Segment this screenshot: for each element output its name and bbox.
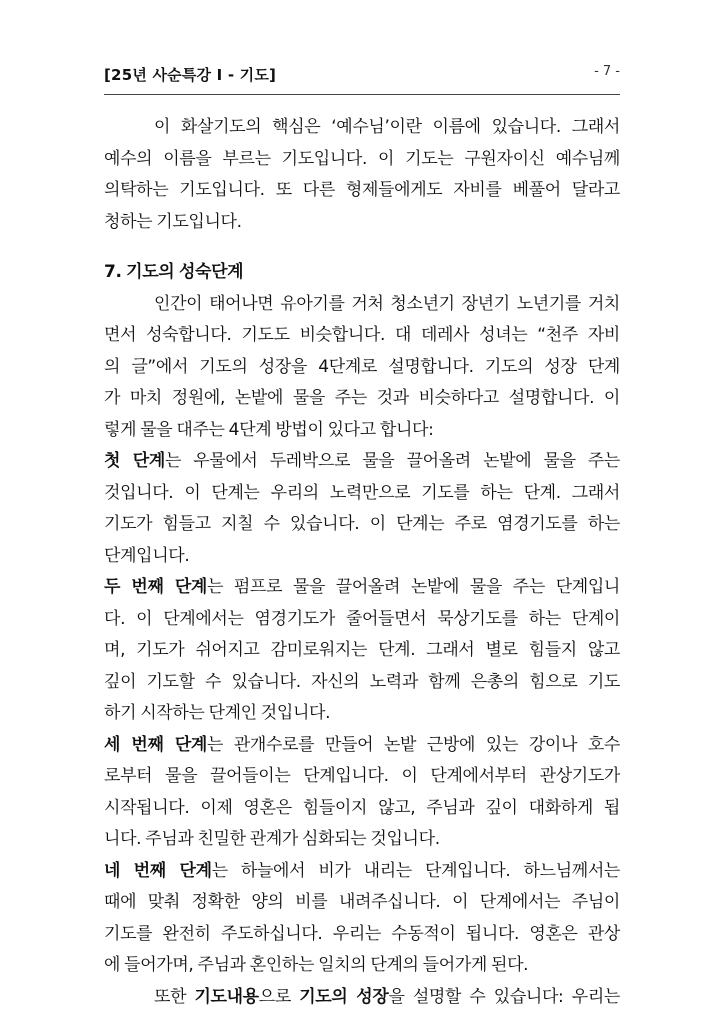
text-line: 면서 성숙합니다. 기도도 비슷합니다. 대 데레사 성녀는 “천주 자비 xyxy=(104,325,620,345)
text-line: 로부터 물을 끌어들이는 단계입니다. 이 단계에서부터 관상기도가 xyxy=(104,766,620,786)
text-line: 시작됩니다. 이제 영혼은 힘들이지 않고, 주님과 깊이 대화하게 됩 xyxy=(104,797,620,818)
stage-label: 첫 단계 xyxy=(104,451,165,471)
text-line: 가 마치 정원에, 논밭에 물을 주는 것과 비슷하다고 설명합니다. 이 xyxy=(104,388,620,408)
text-line: 예수의 이름을 부르는 기도입니다. 이 기도는 구원자이신 예수님께 xyxy=(104,148,620,169)
text-line: 의 글”에서 기도의 성장을 4단계로 설명합니다. 기도의 성장 단계 xyxy=(104,356,620,377)
text-line: 며, 기도가 쉬어지고 감미로워지는 단계. 그래서 별로 힘들지 않고 xyxy=(104,640,620,660)
section-heading: 7. 기도의 성숙단계 xyxy=(104,262,244,282)
emphasis-text: 기도내용 xyxy=(194,986,259,1007)
text-line xyxy=(104,446,620,478)
text-span: 는 관개수로를 만들어 논밭 근방에 있는 강이나 호수 xyxy=(206,734,620,755)
paragraph-stage-1 xyxy=(104,446,620,572)
stage-label: 세 번째 단계 xyxy=(104,734,207,755)
page-number: - 7 - xyxy=(594,64,620,79)
text-span: 는 우물에서 두레박으로 물을 끌어올려 논밭에 물을 주는 xyxy=(164,451,620,471)
stage-label: 네 번째 단계 xyxy=(104,860,212,881)
text-line xyxy=(104,572,620,604)
paragraph-stage-3 xyxy=(104,730,620,856)
text-span: 는 펌프로 물을 끌어올려 논밭에 물을 주는 단계입니 xyxy=(206,577,620,597)
header-title: [25년 사순특강 Ⅰ - 기도] xyxy=(104,66,277,84)
paragraph-closing xyxy=(104,982,620,1014)
text-line: 단계입니다. xyxy=(104,545,190,566)
text-span: 또한 xyxy=(154,986,195,1007)
paragraph-intro xyxy=(104,289,620,447)
stage-label: 두 번째 단계 xyxy=(104,577,207,597)
text-span: 는 하늘에서 비가 내리는 단계입니다. 하느님께서는 xyxy=(211,860,620,881)
text-line: 하기 시작하는 단계인 것입니다. xyxy=(104,703,331,723)
paragraph-gap xyxy=(104,238,620,257)
text-line: 때에 맞춰 정확한 양의 비를 내려주십니다. 이 단계에서는 주님이 xyxy=(104,892,620,912)
paragraph-stage-4 xyxy=(104,856,620,982)
text-line: 의탁하는 기도입니다. 또 다른 형제들에게도 자비를 베풀어 달라고 xyxy=(104,180,620,200)
text-line xyxy=(104,856,620,888)
page-header xyxy=(104,64,620,88)
text-line: 다. 이 단계에서는 염경기도가 줄어들면서 묵상기도를 하는 단계이 xyxy=(104,608,620,629)
text-span: 을 설명할 수 있습니다: 우리는 xyxy=(388,986,620,1007)
document-body xyxy=(104,112,620,1013)
text-line xyxy=(104,730,620,762)
header-divider xyxy=(104,94,620,95)
text-line xyxy=(104,982,620,1014)
text-line: 기도가 힘들고 지칠 수 있습니다. 이 단계는 주로 염경기도를 하는 xyxy=(104,514,620,534)
text-line: 니다. 주님과 친밀한 관계가 심화되는 것입니다. xyxy=(104,829,440,849)
text-line: 인간이 태어나면 유아기를 거처 청소년기 장년기 노년기를 거치 xyxy=(154,293,620,314)
text-line: 청하는 기도입니다. xyxy=(104,211,242,232)
paragraph-arrow-prayer xyxy=(104,112,620,238)
text-line: 기도를 완전히 주도하십니다. 우리는 수동적이 됩니다. 영혼은 관상 xyxy=(104,923,620,944)
text-line: 것입니다. 이 단계는 우리의 노력만으로 기도를 하는 단계. 그래서 xyxy=(104,482,620,503)
paragraph-stage-2 xyxy=(104,572,620,730)
text-line: 이 화살기도의 핵심은 ‘예수님’이란 이름에 있습니다. 그래서 xyxy=(154,117,620,137)
text-line: 렇게 물을 대주는 4단계 방법이 있다고 합니다: xyxy=(104,419,434,440)
emphasis-text: 기도의 성장 xyxy=(299,986,389,1007)
text-span: 으로 xyxy=(258,986,300,1007)
text-line: 깊이 기도할 수 있습니다. 자신의 노력과 함께 은총의 힘으로 기도 xyxy=(104,671,620,692)
text-line: 에 들어가며, 주님과 혼인하는 일치의 단계의 들어가게 된다. xyxy=(104,955,529,975)
